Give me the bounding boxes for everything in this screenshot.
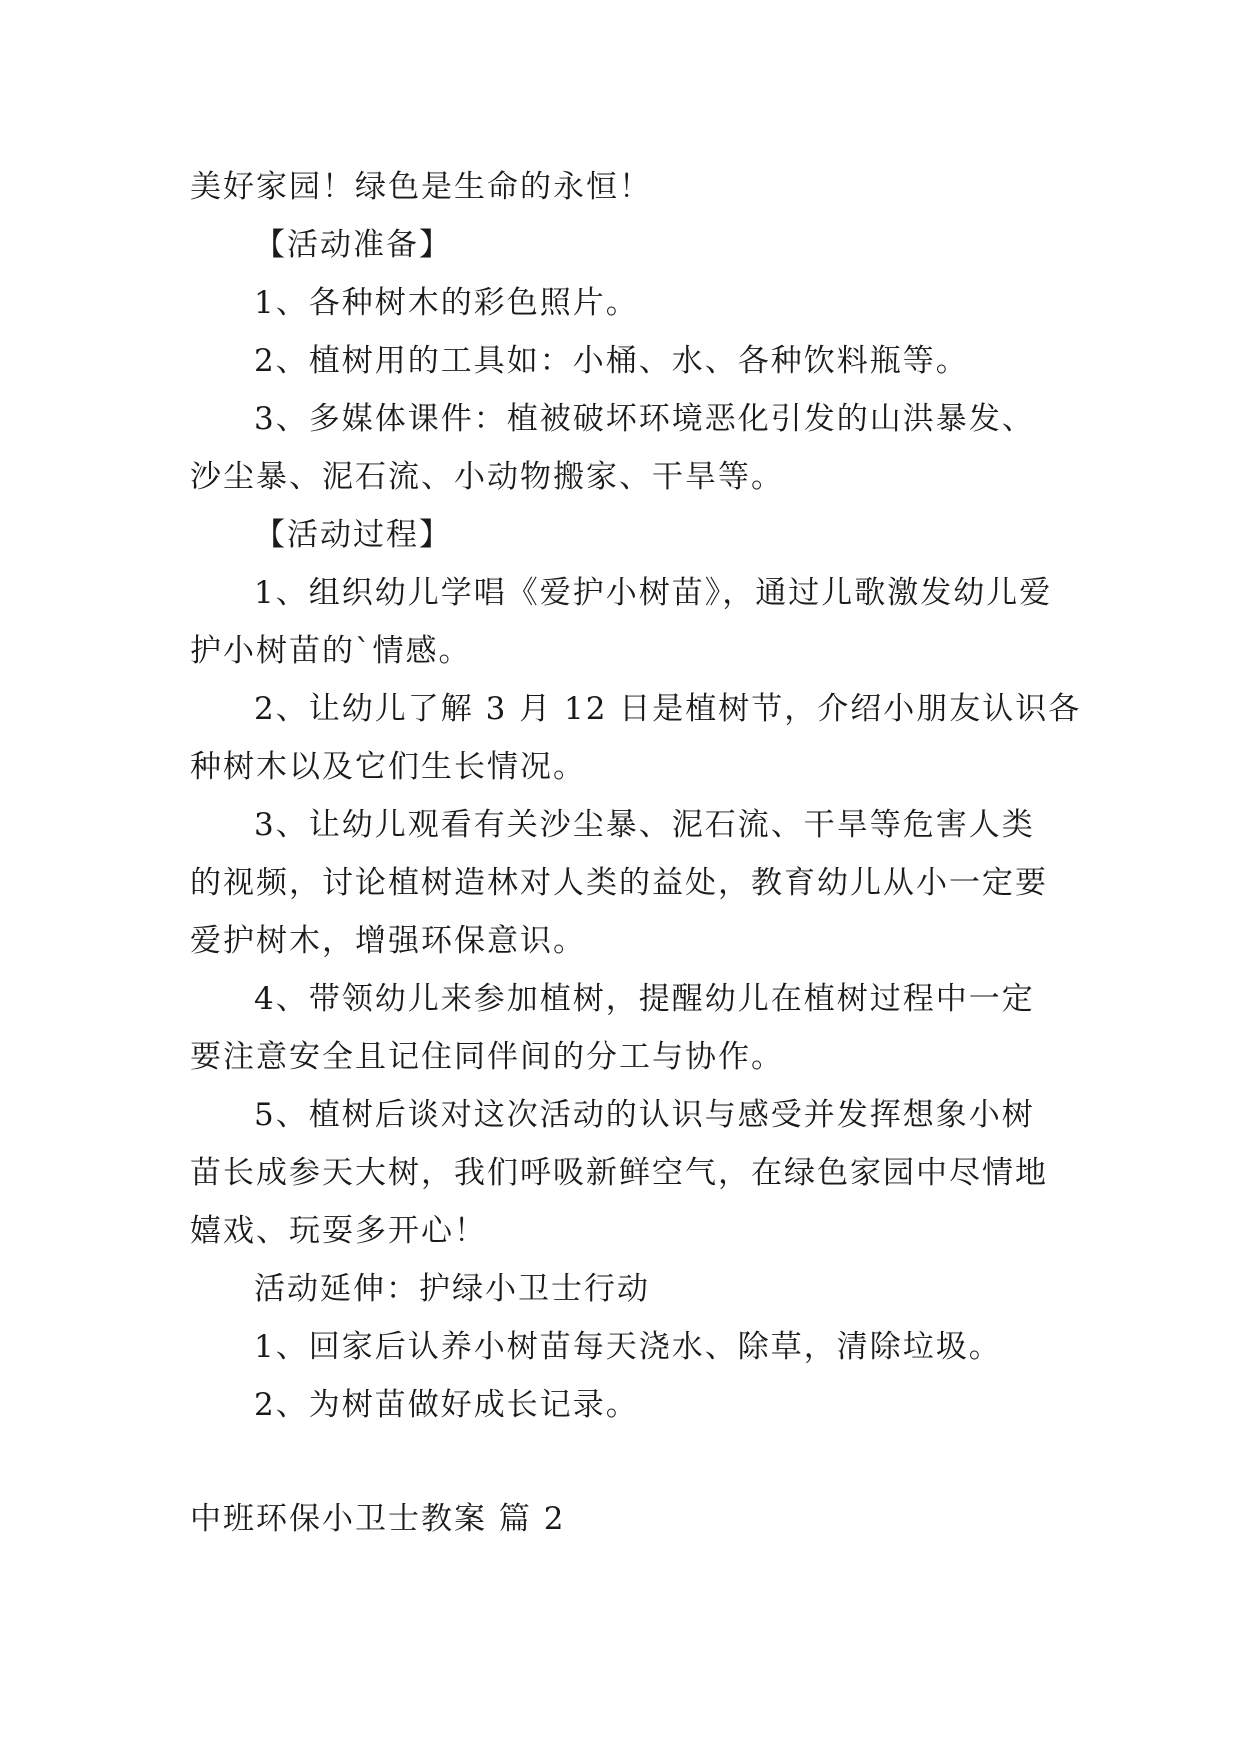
text-line: 活动延伸：护绿小卫士行动 — [254, 1271, 650, 1307]
list-item-prep-2 — [190, 332, 1070, 390]
list-item-prep-3 — [190, 390, 1070, 506]
text-line: 1、各种树木的彩色照片。 — [254, 285, 639, 321]
list-item-process-1 — [190, 564, 1070, 680]
list-item-process-3 — [190, 796, 1070, 970]
list-item-process-4 — [190, 970, 1070, 1086]
text-line: 沙尘暴、泥石流、小动物搬家、干旱等。 — [190, 459, 784, 495]
text-line: 2、为树苗做好成长记录。 — [254, 1387, 639, 1423]
list-item-prep-1 — [190, 274, 1070, 332]
text-line: 5、植树后谈对这次活动的认识与感受并发挥想象小树 — [254, 1097, 1035, 1133]
heading-activity-extension — [190, 1260, 1070, 1318]
text-line: 【活动过程】 — [254, 517, 452, 553]
text-line: 嬉戏、玩耍多开心！ — [190, 1213, 487, 1249]
text-line: 种树木以及它们生长情况。 — [190, 749, 586, 785]
text-line: 1、组织幼儿学唱《爱护小树苗》，通过儿歌激发幼儿爱 — [254, 575, 1053, 611]
text-line: 3、多媒体课件：植被破坏环境恶化引发的山洪暴发、 — [254, 401, 1035, 437]
section-heading — [190, 1490, 1070, 1548]
text-line: 苗长成参天大树，我们呼吸新鲜空气，在绿色家园中尽情地 — [190, 1155, 1048, 1191]
section-heading-text: 中班环保小卫士教案 篇 2 — [190, 1501, 566, 1537]
text-line: 护小树苗的`情感。 — [190, 633, 472, 669]
text-line: 爱护树木，增强环保意识。 — [190, 923, 586, 959]
list-item-extension-2 — [190, 1376, 1070, 1434]
text-line: 美好家园！绿色是生命的永恒！ — [190, 169, 652, 205]
text-line: 要注意安全且记住同伴间的分工与协作。 — [190, 1039, 784, 1075]
text-line: 2、让幼儿了解 3 月 12 日是植树节，介绍小朋友认识各 — [254, 691, 1082, 727]
text-line: 4、带领幼儿来参加植树，提醒幼儿在植树过程中一定 — [254, 981, 1035, 1017]
heading-activity-process — [190, 506, 1070, 564]
list-item-process-2 — [190, 680, 1082, 796]
paragraph-closing-line — [190, 158, 1070, 216]
text-line: 1、回家后认养小树苗每天浇水、除草，清除垃圾。 — [254, 1329, 1002, 1365]
text-line: 【活动准备】 — [254, 227, 452, 263]
heading-activity-preparation — [190, 216, 1070, 274]
list-item-extension-1 — [190, 1318, 1070, 1376]
text-line: 3、让幼儿观看有关沙尘暴、泥石流、干旱等危害人类 — [254, 807, 1035, 843]
text-line: 2、植树用的工具如：小桶、水、各种饮料瓶等。 — [254, 343, 969, 379]
list-item-process-5 — [190, 1086, 1070, 1260]
text-line: 的视频，讨论植树造林对人类的益处，教育幼儿从小一定要 — [190, 865, 1048, 901]
